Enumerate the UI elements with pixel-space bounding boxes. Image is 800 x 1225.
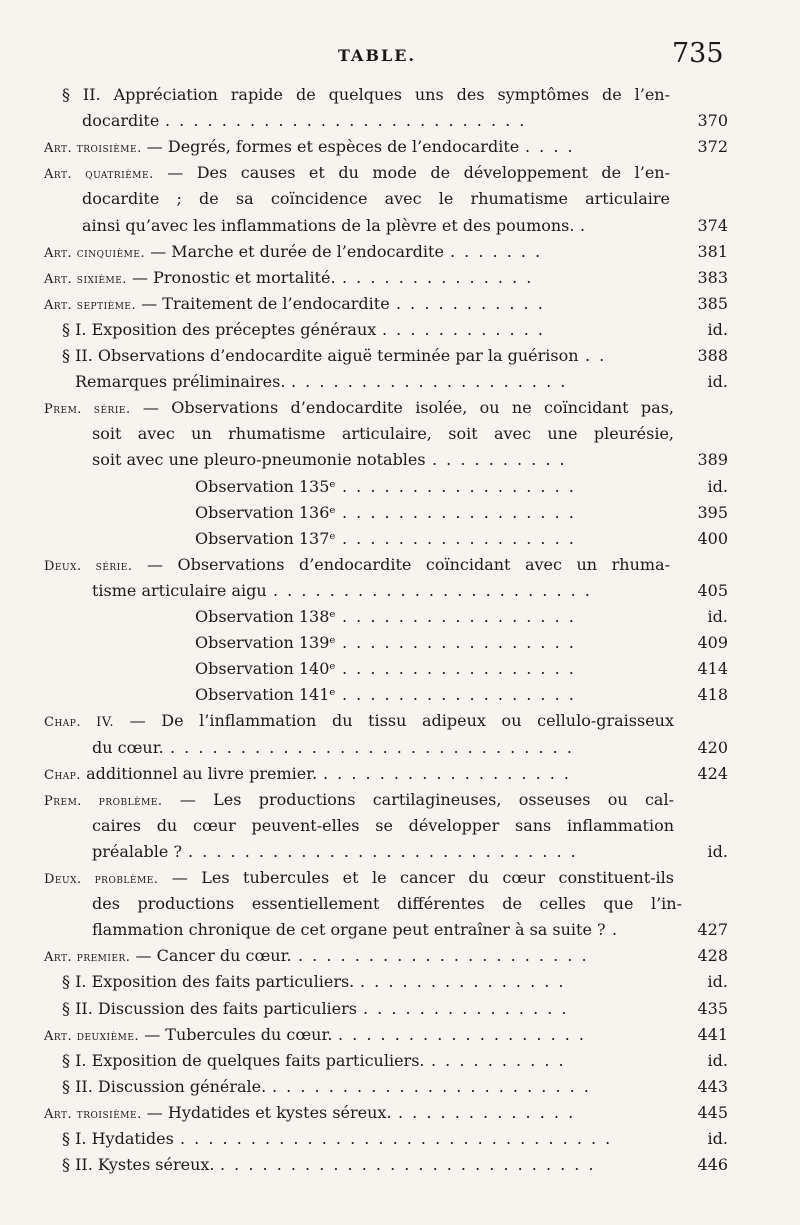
toc-entry-title: § I. Exposition des préceptes généraux — [62, 320, 377, 339]
toc-entry-heading: Art. deuxième. — [44, 1029, 140, 1044]
toc-entry-text — [44, 1100, 392, 1128]
dot-leader: . . . . . . . . . . . . . . . . . . . . . . . — [273, 581, 592, 600]
page-reference: id. — [707, 320, 728, 339]
page-reference: 383 — [697, 268, 728, 287]
toc-line — [0, 213, 800, 239]
toc-line — [0, 395, 800, 421]
toc-line — [0, 735, 800, 761]
toc-entry-text — [195, 630, 336, 656]
page-reference: id. — [707, 372, 728, 391]
toc-line — [0, 447, 800, 473]
page-reference: 370 — [697, 111, 728, 130]
toc-entry-title: docardite — [82, 111, 160, 130]
dot-leader: . . . . . . . . . . . . . . . . . . . . . . . . . . . . . . . — [180, 1129, 613, 1148]
toc-line — [0, 1074, 800, 1100]
toc-line — [0, 134, 800, 160]
dot-leader: . . . . . . . . . . . . . — [398, 1103, 576, 1122]
toc-line — [0, 708, 800, 734]
dot-leader: . . . . . . . . . . . . . . . . . . . . — [291, 372, 568, 391]
toc-line — [0, 917, 800, 943]
toc-entry-title: Observation 141ᵉ — [195, 685, 336, 704]
dot-leader: . . . . . . . . . . . . . . . . . — [342, 503, 576, 522]
toc-entry-text — [44, 943, 292, 971]
toc-entry-title: soit avec une pleuro-pneumonie notables — [92, 450, 426, 469]
page-reference: 385 — [697, 294, 728, 313]
toc-line — [0, 317, 800, 343]
toc-entry-text — [62, 1074, 266, 1100]
toc-line — [0, 1152, 800, 1178]
toc-entry-text — [44, 134, 519, 162]
toc-line — [0, 552, 800, 578]
toc-entry-text — [44, 787, 674, 815]
toc-entry-title: Observation 140ᵉ — [195, 659, 336, 678]
toc-entry-title: flammation chronique de cet organe peut entraîner à sa suite ? — [92, 920, 606, 939]
toc-line — [0, 239, 800, 265]
toc-entry-title: — Les productions cartilagineuses, osseuses ou cal- — [162, 790, 674, 809]
dot-leader: . . — [585, 346, 607, 365]
toc-entry-text — [62, 1048, 425, 1074]
toc-entry-title: § II. Kystes séreux. — [62, 1155, 215, 1174]
toc-entry-title: additionnel au livre premier. — [80, 764, 318, 783]
toc-line — [0, 1048, 800, 1074]
toc-line — [0, 865, 800, 891]
toc-entry-title: Observation 135ᵉ — [195, 477, 336, 496]
toc-entry-text — [44, 1022, 332, 1050]
page-reference: 446 — [697, 1155, 728, 1174]
dot-leader: . . . . . . . . . . . . . . . . . — [342, 633, 576, 652]
toc-entry-title: — Degrés, formes et espèces de l’endocardite — [141, 137, 520, 156]
dot-leader: . . . . . . . . . . . . . . . . . — [342, 685, 576, 704]
toc-line — [0, 630, 800, 656]
toc-line — [0, 500, 800, 526]
toc-entry-text — [92, 839, 182, 865]
page-reference: 435 — [697, 999, 728, 1018]
dot-leader: . . . . . . . . . . . . . . . . . . . . . . . . . . — [165, 111, 527, 130]
toc-entry-title: — Cancer du cœur. — [130, 946, 292, 965]
toc-line — [0, 604, 800, 630]
page-reference: id. — [707, 972, 728, 991]
toc-entry-text — [92, 447, 426, 473]
dot-leader: . . . . . . . . . . . . . . . . . — [342, 529, 576, 548]
toc-entry-heading: Art. cinquième. — [44, 246, 146, 261]
page-reference: 443 — [697, 1077, 728, 1096]
toc-entry-heading: Deux. problème. — [44, 872, 159, 887]
toc-entry-title: — Observations d’endocardite isolée, ou ne coïncidant pas, — [130, 398, 675, 417]
page-reference: 389 — [697, 450, 728, 469]
toc-entry-text — [195, 474, 336, 500]
toc-entry-title: Remarques préliminaires. — [75, 372, 286, 391]
page-reference: 427 — [697, 920, 728, 939]
toc-entry-text — [44, 265, 336, 293]
toc-entry-text — [44, 761, 317, 789]
toc-entry-text — [62, 1152, 214, 1178]
toc-line — [0, 82, 800, 108]
toc-line — [0, 343, 800, 369]
toc-entry-text — [195, 656, 336, 682]
dot-leader: . . . . . . . . . . . . . . . . . . . . . . . . . . . . . — [170, 738, 574, 757]
toc-line — [0, 421, 800, 447]
toc-entry-heading: Deux. série. — [44, 559, 133, 574]
running-title: TABLE. — [338, 46, 416, 65]
toc-entry-text — [44, 552, 670, 580]
dot-leader: . . . . . . . . . . . . — [382, 320, 545, 339]
toc-line — [0, 1126, 800, 1152]
toc-entry-heading: Prem. série. — [44, 402, 131, 417]
dot-leader: . . . . . . . . . . — [431, 1051, 566, 1070]
toc-entry-title: — De l’inflammation du tissu adipeux ou cellulo-graisseux — [114, 711, 674, 730]
page-reference: 372 — [697, 137, 728, 156]
toc-entry-heading: Art. quatrième. — [44, 167, 154, 182]
dot-leader: . . . . . . . . . . . . . . . . . — [342, 607, 576, 626]
toc-entry-title: — Traitement de l’endocardite — [136, 294, 390, 313]
dot-leader: . . . . . . . . . . . . . . . — [363, 999, 569, 1018]
toc-entry-title: caires du cœur peuvent-elles se développer sans inflammation — [92, 816, 674, 835]
toc-entry-title: § II. Discussion des faits particuliers — [62, 999, 357, 1018]
toc-entry-text — [62, 969, 354, 995]
toc-line — [0, 761, 800, 787]
toc-line — [0, 526, 800, 552]
toc-line — [0, 474, 800, 500]
toc-entry-text — [44, 239, 444, 267]
page-reference: 445 — [697, 1103, 728, 1122]
toc-entry-title: — Des causes et du mode de développement de l’en- — [153, 163, 671, 182]
toc-entry-title: Observation 137ᵉ — [195, 529, 336, 548]
toc-line — [0, 656, 800, 682]
dot-leader: . . . . . . . . . . . — [396, 294, 545, 313]
dot-leader: . . . . . . . . . . . . . . — [342, 268, 534, 287]
toc-line — [0, 1022, 800, 1048]
page-reference: id. — [707, 842, 728, 861]
toc-entry-heading: Art. troisième. — [44, 141, 142, 156]
toc-entry-title: soit avec un rhumatisme articulaire, soit avec une pleurésie, — [92, 424, 674, 443]
page-reference: 418 — [697, 685, 728, 704]
toc-line — [0, 291, 800, 317]
page-reference: id. — [707, 607, 728, 626]
toc-entry-title: docardite ; de sa coïncidence avec le rhumatisme articulaire — [82, 189, 670, 208]
page-reference: 395 — [697, 503, 728, 522]
toc-entry-text — [44, 395, 674, 423]
toc-entry-text — [195, 526, 336, 552]
toc-entry-text — [44, 160, 670, 188]
toc-line — [0, 943, 800, 969]
dot-leader: . . . . . . . . . . . . . . . . . . . . . . . . . . . . — [188, 842, 578, 861]
page-reference: id. — [707, 1051, 728, 1070]
toc-line — [0, 108, 800, 134]
toc-entry-text — [82, 213, 574, 239]
toc-line — [0, 787, 800, 813]
toc-entry-heading: Art. septième. — [44, 298, 137, 313]
toc-entry-heading: Chap. IV. — [44, 715, 115, 730]
toc-entry-title: Observation 136ᵉ — [195, 503, 336, 522]
toc-entry-heading: Art. troisième. — [44, 1107, 142, 1122]
toc-entry-text — [92, 421, 674, 447]
toc-entry-text — [195, 500, 336, 526]
toc-line — [0, 682, 800, 708]
dot-leader: . . . . . . . . . . . . . . . — [360, 972, 566, 991]
toc-line — [0, 891, 800, 917]
page-reference: 414 — [697, 659, 728, 678]
toc-line — [0, 186, 800, 212]
dot-leader: . — [612, 920, 620, 939]
dot-leader: . . . . . . . — [450, 242, 543, 261]
toc-entry-title: § I. Exposition des faits particuliers. — [62, 972, 355, 991]
toc-line — [0, 578, 800, 604]
toc-line — [0, 160, 800, 186]
dot-leader: . — [580, 216, 588, 235]
dot-leader: . . . . . . . . . . . . . . . . . . . . . . . — [272, 1077, 591, 1096]
toc-line — [0, 265, 800, 291]
toc-entry-text — [62, 996, 357, 1022]
toc-line — [0, 813, 800, 839]
toc-line — [0, 839, 800, 865]
toc-entry-text — [92, 917, 606, 943]
toc-entry-text — [92, 891, 682, 917]
toc-entry-text — [62, 82, 670, 108]
toc-entry-title: préalable ? — [92, 842, 183, 861]
toc-entry-title: — Les tubercules et le cancer du cœur constituent-ils — [158, 868, 674, 887]
toc-entry-text — [82, 108, 159, 134]
dot-leader: . . . . . . . . . . . . . . . . . . — [323, 764, 572, 783]
toc-line — [0, 369, 800, 395]
page-reference: 420 — [697, 738, 728, 757]
page-reference: 424 — [697, 764, 728, 783]
toc-entry-title: § I. Hydatides — [62, 1129, 174, 1148]
toc-entry-title: § I. Exposition de quelques faits particuliers. — [62, 1051, 425, 1070]
toc-entry-text — [62, 317, 376, 343]
toc-entry-title: — Marche et durée de l’endocardite — [145, 242, 444, 261]
page-reference: 374 — [697, 216, 728, 235]
toc-entry-text — [44, 291, 390, 319]
page-header — [0, 38, 800, 88]
toc-entry-text — [44, 865, 674, 893]
toc-entry-title: § II. Appréciation rapide de quelques uns des symptômes de l’en- — [62, 85, 670, 104]
toc-entry-title: — Hydatides et kystes séreux. — [141, 1103, 392, 1122]
dot-leader: . . . . . . . . . . — [432, 450, 567, 469]
toc-entry-title: — Observations d’endocardite coïncidant avec un rhuma- — [132, 555, 670, 574]
toc-entry-title: — Tubercules du cœur. — [139, 1025, 333, 1044]
toc-entry-title: tisme articulaire aigu — [92, 581, 267, 600]
toc-entry-title: du cœur. — [92, 738, 164, 757]
toc-entry-text — [195, 604, 336, 630]
dot-leader: . . . . . . . . . . . . . . . . . . . . . — [298, 946, 589, 965]
page-reference: 400 — [697, 529, 728, 548]
dot-leader: . . . . . . . . . . . . . . . . . — [342, 477, 576, 496]
toc-entry-heading: Chap. — [44, 768, 81, 783]
toc-entry-text — [62, 343, 579, 369]
page-reference: 409 — [697, 633, 728, 652]
dot-leader: . . . . — [525, 137, 575, 156]
toc-line — [0, 1100, 800, 1126]
dot-leader: . . . . . . . . . . . . . . . . . . . . . . . . . . . — [220, 1155, 596, 1174]
toc-entry-text — [82, 186, 670, 212]
toc-entry-title: — Pronostic et mortalité. — [126, 268, 336, 287]
dot-leader: . . . . . . . . . . . . . . . . . . — [338, 1025, 587, 1044]
toc-entry-text — [44, 708, 674, 736]
page-reference: 388 — [697, 346, 728, 365]
toc-entry-title: ainsi qu’avec les inflammations de la plèvre et des poumons. — [82, 216, 575, 235]
toc-entry-text — [75, 369, 285, 395]
toc-entry-title: Observation 139ᵉ — [195, 633, 336, 652]
toc-entry-heading: Art. premier. — [44, 950, 131, 965]
page-reference: 405 — [697, 581, 728, 600]
toc-entry-title: des productions essentiellement différentes de celles que l’in- — [92, 894, 682, 913]
toc-entry-text — [195, 682, 336, 708]
toc-line — [0, 996, 800, 1022]
page-reference: id. — [707, 477, 728, 496]
toc-entry-text — [92, 735, 164, 761]
toc-entry-title: Observation 138ᵉ — [195, 607, 336, 626]
page-reference: 381 — [697, 242, 728, 261]
page-reference: id. — [707, 1129, 728, 1148]
page-reference: 441 — [697, 1025, 728, 1044]
toc-entry-title: § II. Observations d’endocardite aiguë terminée par la guérison — [62, 346, 579, 365]
dot-leader: . . . . . . . . . . . . . . . . . — [342, 659, 576, 678]
toc-entry-title: § II. Discussion générale. — [62, 1077, 267, 1096]
toc-entry-text — [92, 813, 674, 839]
toc-entry-text — [92, 578, 267, 604]
toc-line — [0, 969, 800, 995]
page-number: 735 — [672, 38, 724, 69]
toc-entry-heading: Art. sixième. — [44, 272, 127, 287]
page-reference: 428 — [697, 946, 728, 965]
toc-entry-heading: Prem. problème. — [44, 794, 163, 809]
toc-entry-text — [62, 1126, 174, 1152]
